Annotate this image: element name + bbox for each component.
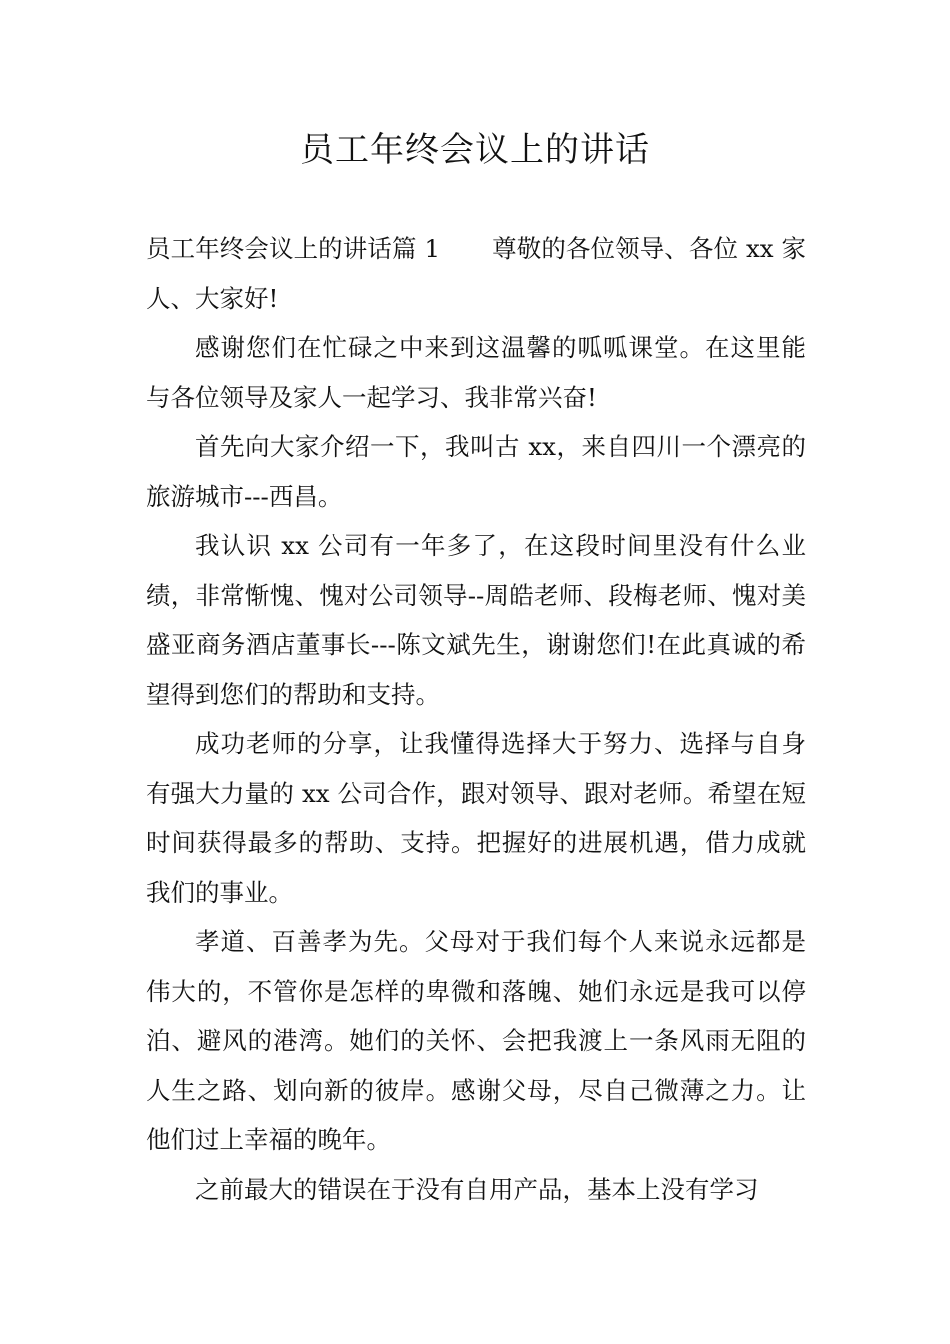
paragraph-intro xyxy=(146,224,806,323)
paragraph: 我认识 xx 公司有一年多了，在这段时间里没有什么业绩，非常惭愧、愧对公司领导--周皓老师、段梅老师、愧对美盛亚商务酒店董事长---陈文斌先生，谢谢您们!在此真诚的希望得到您们的帮助和支持。 xyxy=(146,531,806,709)
document-title: 员工年终会议上的讲话 xyxy=(300,130,650,170)
paragraph: 成功老师的分享，让我懂得选择大于努力、选择与自身有强大力量的 xx 公司合作，跟对领导、跟对老师。希望在短时间获得最多的帮助、支持。把握好的进展机遇，借力成就我们的事业。 xyxy=(146,729,806,907)
paragraph: 之前最大的错误在于没有自用产品，基本上没有学习 xyxy=(195,1174,759,1204)
document-body xyxy=(146,224,806,1214)
paragraph: 首先向大家介绍一下，我叫古 xx，来自四川一个漂亮的旅游城市---西昌。 xyxy=(146,432,806,511)
paragraph: 感谢您们在忙碌之中来到这温馨的呱呱课堂。在这里能与各位领导及家人一起学习、我非常兴奋! xyxy=(146,333,806,412)
section-heading: 员工年终会议上的讲话篇 1 xyxy=(146,234,441,263)
greeting-text: 尊敬的各位领导、各位 xx 家人、大家好! xyxy=(146,234,806,313)
paragraph: 孝道、百善孝为先。父母对于我们每个人来说永远都是伟大的，不管你是怎样的卑微和落魄、她们永远是我可以停泊、避风的港湾。她们的关怀、会把我渡上一条风雨无阻的人生之路、划向新的彼岸。感谢父母，尽自己微薄之力。让他们过上幸福的晚年。 xyxy=(146,927,806,1154)
